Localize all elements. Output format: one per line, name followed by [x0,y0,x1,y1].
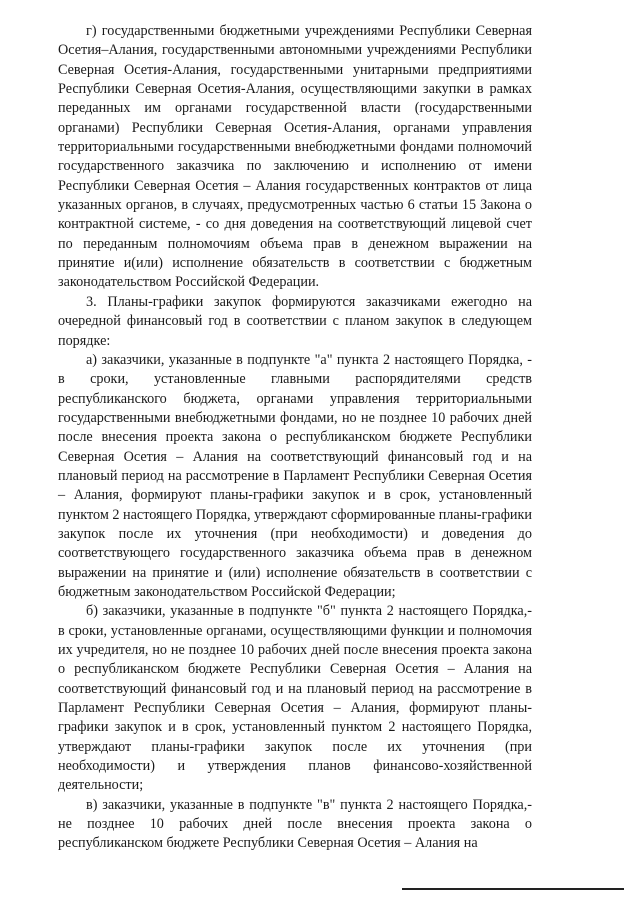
paragraph-subitem-a: а) заказчики, указанные в подпункте "а" пункта 2 настоящего Порядка, - в сроки, установленные главными распорядителями средств республиканского бюджета, органами управления территориальными государственными внебюджетными фондами, но не позднее 10 рабочих дней после внесения проекта закона о республиканском бюджете Республики Северная Осетия – Алания на соответствующий финансовый год и на плановый период на рассмотрение в Парламент Республики Северная Осетия – Алания, формируют планы-графики закупок и в срок, установленный пунктом 2 настоящего Порядка, утверждают сформированные планы-графики закупок после их уточнения (при необходимости) и доведения до соответствующего государственного заказчика объема прав в денежном выражении на принятие и (или) исполнение обязательств в соответствии с бюджетным законодательством Российской Федерации; [58,351,532,600]
paragraph-item-3: 3. Планы-графики закупок формируются заказчиками ежегодно на очередной финансовый год в соответствии с планом закупок в следующем порядке: [58,293,532,349]
paragraph-subitem-b: б) заказчики, указанные в подпункте "б" пункта 2 настоящего Порядка,- в сроки, установленные органами, осуществляющими функции и полномочия их учредителя, но не позднее 10 рабочих дней после внесения проекта закона о республиканском бюджете Республики Северная Осетия – Алания на соответствующий финансовый год и на плановый период на рассмотрение в Парламент Республики Северная Осетия – Алания, формируют планы-графики закупок и в срок, установленный пунктом 2 настоящего Порядка, утверждают планы-графики закупок после их уточнения (при необходимости) и утверждения планов финансово-хозяйственной деятельности; [58,603,532,794]
paragraph-subitem-v: в) заказчики, указанные в подпункте "в" пункта 2 настоящего Порядка,-не позднее 10 рабочих дней после внесения проекта закона о республиканском бюджете Республики Северная Осетия – Алания на [58,796,532,852]
bottom-divider [402,888,624,890]
document-page [58,22,532,854]
paragraph-subitem-g: г) государственными бюджетными учреждениями Республики Северная Осетия–Алания, государственными автономными учреждениями Республики Северная Осетия-Алания, государственными унитарными предприятиями Республики Северная Осетия-Алания, осуществляющими закупки в рамках переданных им органами государственной власти (государственными органами) Республики Северная Осетия-Алания, органами управления территориальными государственными внебюджетными фондами полномочий государственного заказчика по заключению и исполнению от имени Республики Северная Осетия – Алания государственных контрактов от лица указанных органов, в случаях, предусмотренных частью 6 статьи 15 Закона о контрактной системе, - со дня доведения на соответствующий лицевой счет по переданным полномочиям объема прав в денежном выражении на принятие и(или) исполнение обязательств в соответствии с бюджетным законодательством Российской Федерации. [58,23,532,291]
